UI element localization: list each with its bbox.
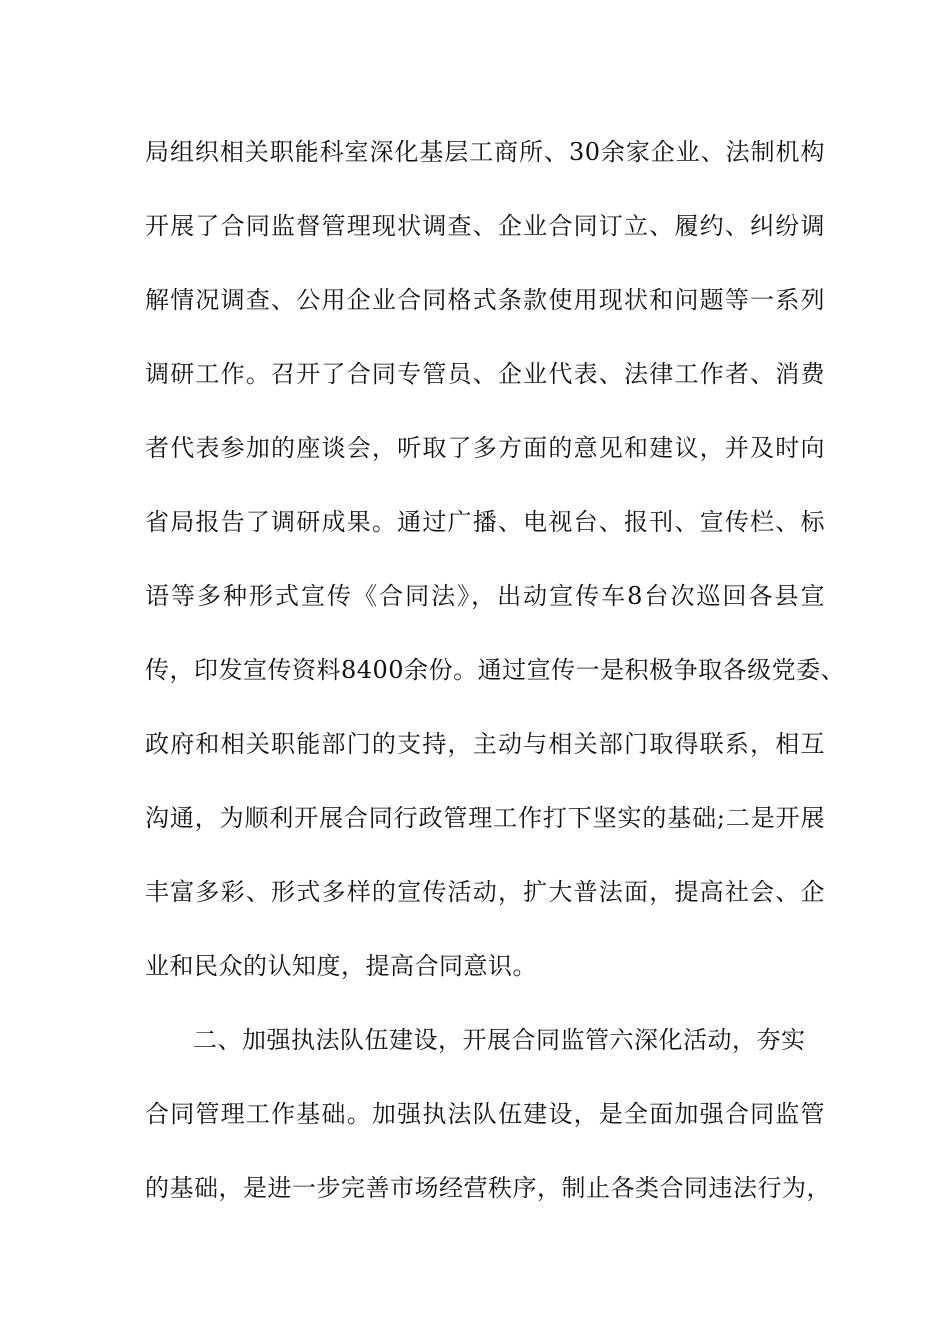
text-line-5: 者代表参加的座谈会，听取了多方面的意见和建议，并及时向 (145, 434, 825, 462)
text-line-11: 丰富多彩、形式多样的宣传活动，扩大普法面，提高社会、企 (145, 878, 825, 906)
text-line-14: 合同管理工作基础。加强执法队伍建设，是全面加强合同监管 (145, 1100, 825, 1128)
text-line-4: 调研工作。召开了合同专管员、企业代表、法律工作者、消费 (145, 360, 825, 388)
text-line-10: 沟通，为顺利开展合同行政管理工作打下坚实的基础;二是开展 (145, 804, 825, 832)
text-line-9: 政府和相关职能部门的支持，主动与相关部门取得联系，相互 (145, 730, 825, 758)
text-line-2: 开展了合同监督管理现状调查、企业合同订立、履约、纠纷调 (145, 212, 825, 240)
text-line-7: 语等多种形式宣传《合同法》，出动宣传车8台次巡回各县宣 (145, 582, 825, 610)
section-heading-line: 二、加强执法队伍建设，开展合同监管六深化活动，夯实 (193, 1026, 806, 1054)
text-line-15: 的基础，是进一步完善市场经营秩序，制止各类合同违法行为， (145, 1174, 831, 1202)
text-line-12: 业和民众的认知度，提高合同意识。 (145, 952, 537, 980)
text-line-3: 解情况调查、公用企业合同格式条款使用现状和问题等一系列 (145, 286, 825, 314)
text-line-1: 局组织相关职能科室深化基层工商所、30余家企业、法制机构 (145, 138, 825, 166)
text-line-8: 传，印发宣传资料8400余份。通过宣传一是积极争取各级党委、 (145, 656, 846, 684)
text-line-6: 省局报告了调研成果。通过广播、电视台、报刊、宣传栏、标 (145, 508, 825, 536)
